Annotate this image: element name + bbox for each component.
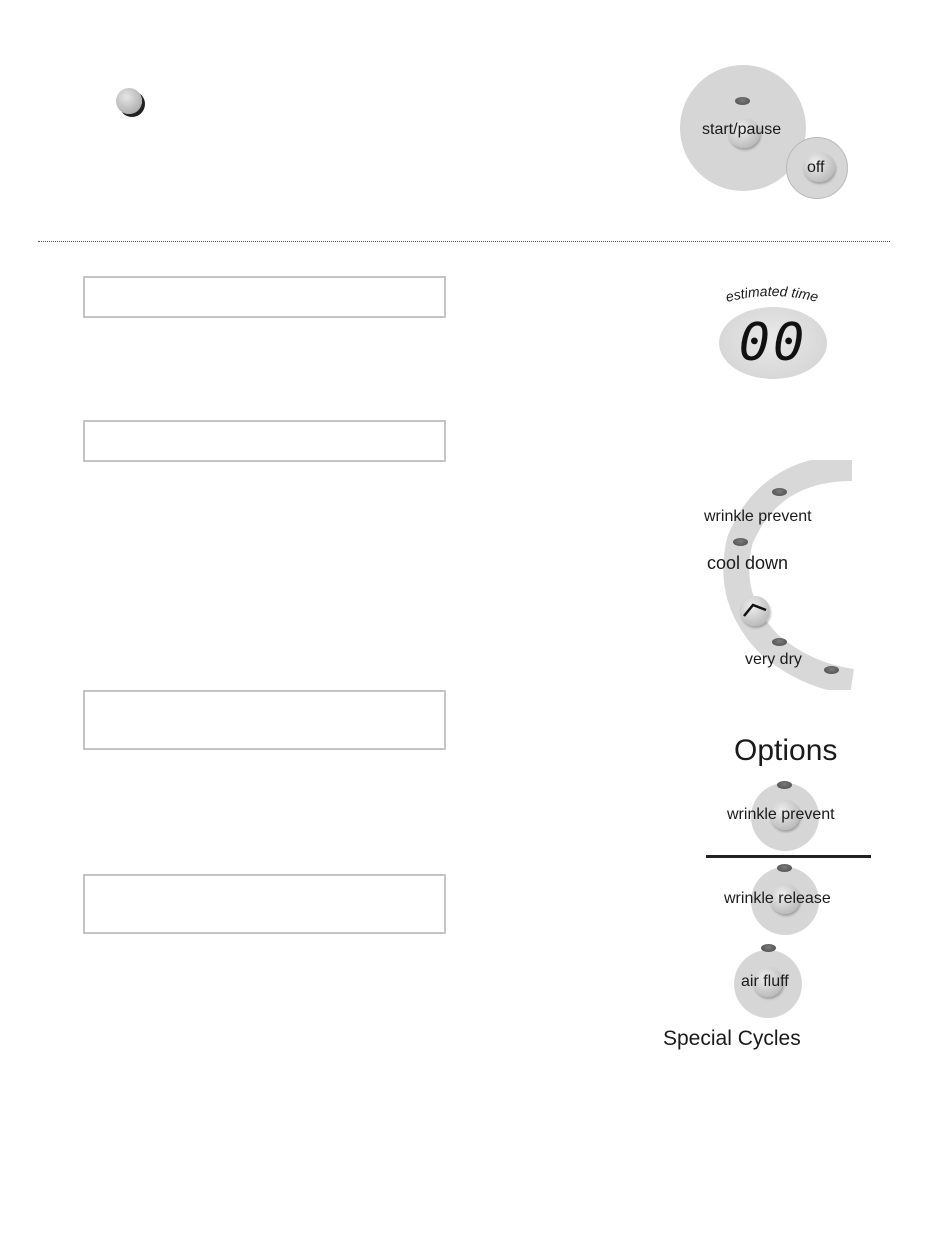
air-fluff-indicator-light: [761, 944, 776, 952]
dial-indicator-light: [772, 638, 787, 646]
blank-text-box: [83, 276, 446, 318]
dial-indicator-light: [772, 488, 787, 496]
blank-text-box: [83, 874, 446, 934]
air-fluff-option-label: air fluff: [741, 973, 789, 990]
svg-text:estimated time: [724, 283, 820, 305]
section-divider-dotted: [38, 241, 890, 242]
estimated-time-display: [719, 307, 827, 379]
cycle-selector-knob[interactable]: [740, 596, 770, 626]
options-divider-line: [706, 855, 871, 858]
estimated-time-digits: 00: [738, 313, 808, 373]
dial-setting-cool-down: cool down: [707, 553, 789, 573]
blank-text-box: [83, 420, 446, 462]
start-pause-indicator-light: [735, 97, 750, 105]
dial-indicator-light: [824, 666, 839, 674]
wrinkle-prevent-indicator-light: [777, 781, 792, 789]
estimated-time-caption: [712, 278, 832, 308]
start-pause-label: start/pause: [702, 121, 782, 138]
off-label: off: [807, 159, 825, 176]
special-cycles-heading: Special Cycles: [663, 1027, 801, 1050]
blank-text-box: [83, 690, 446, 750]
bullet-circle-icon: [116, 88, 142, 114]
wrinkle-release-indicator-light: [777, 864, 792, 872]
dial-setting-wrinkle-prevent: wrinkle prevent: [704, 508, 812, 525]
dial-setting-very-dry: very dry: [745, 651, 802, 668]
estimated-time-caption-text: estimated time: [723, 282, 821, 305]
knob-pointer-icon: [740, 596, 770, 626]
dial-indicator-light: [733, 538, 748, 546]
wrinkle-prevent-option-label: wrinkle prevent: [727, 806, 835, 823]
options-heading: Options: [734, 734, 838, 767]
wrinkle-release-option-label: wrinkle release: [724, 890, 831, 907]
